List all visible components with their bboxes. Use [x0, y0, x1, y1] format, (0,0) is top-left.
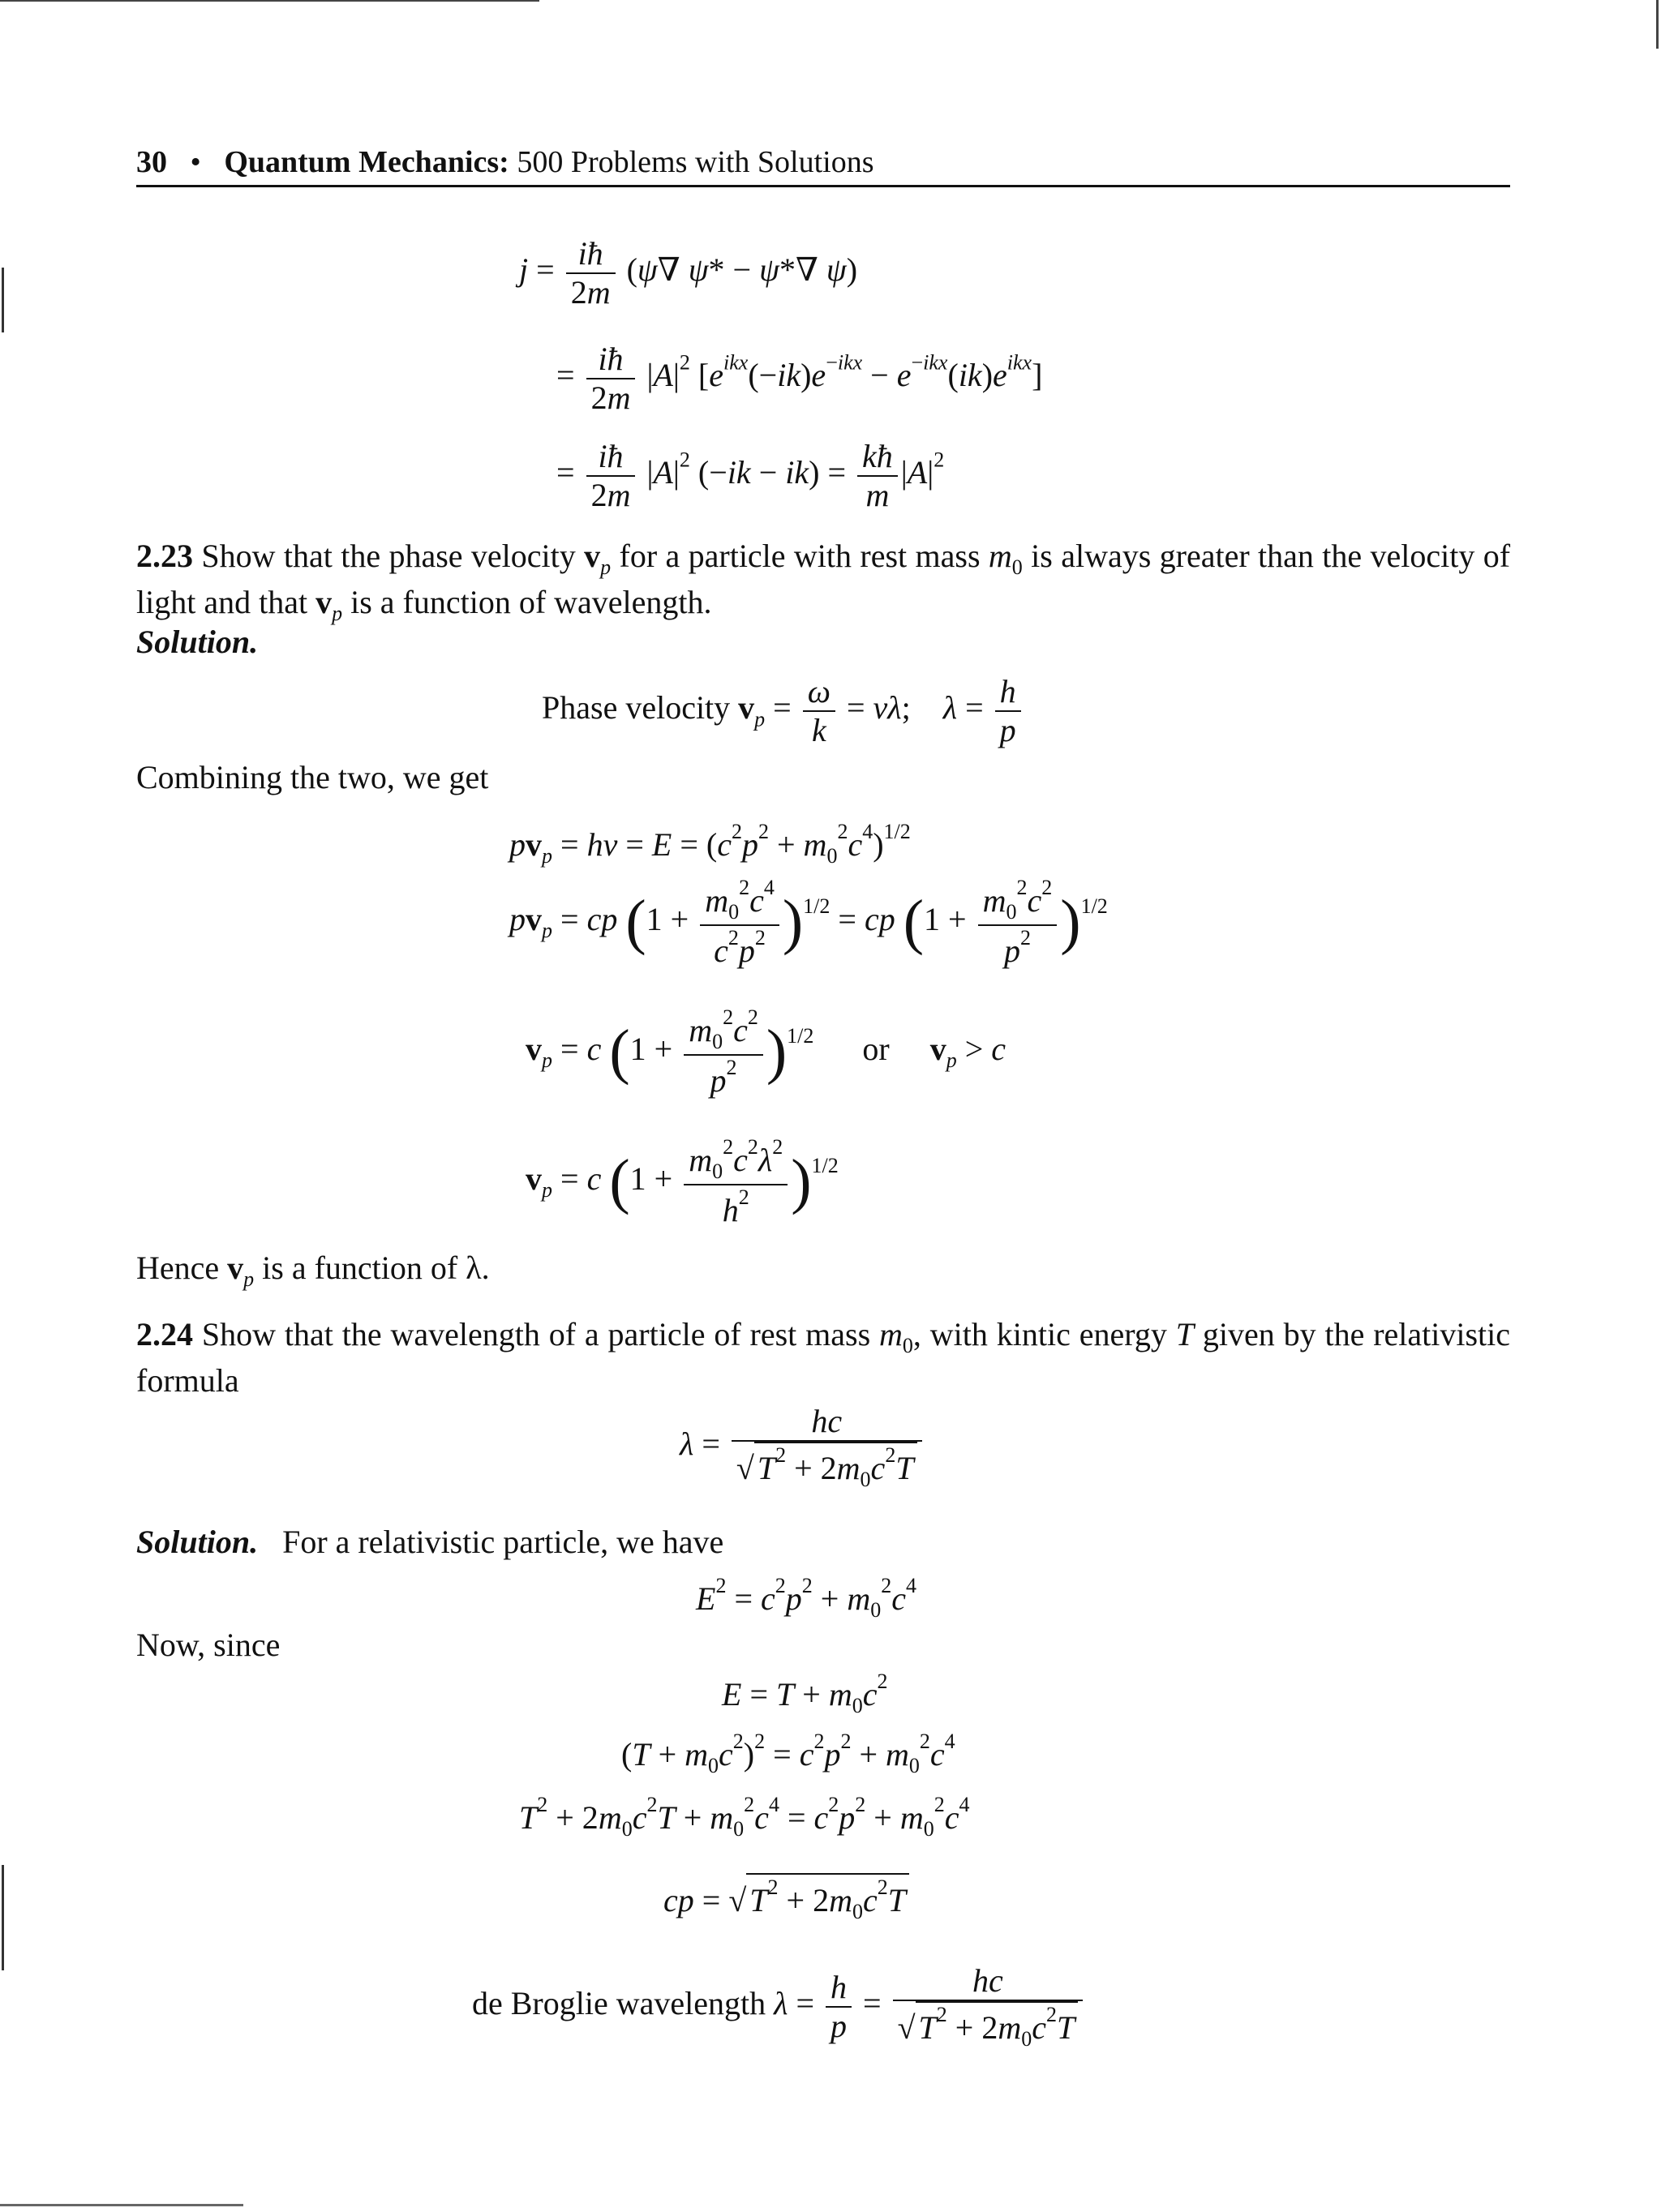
- equation-expanded: $T^2 + 2m_0c^2T + m_0^2c^4 = c^2p^2 + m_0^2c^4$: [519, 1793, 970, 1841]
- equation-e-total: $E = T + m_0c^2$: [722, 1670, 888, 1717]
- problem-number: 2.24: [136, 1316, 193, 1352]
- equation-vp-2: $v_p = c$ (1 + $\frac{m_0^2c^2\lambda^2}{h^2}$ )$^{1/2}$: [526, 1135, 839, 1228]
- book-subtitle: 500 Problems with Solutions: [517, 145, 874, 179]
- header-bullet: •: [190, 145, 201, 179]
- scan-edge-right: [1656, 0, 1659, 49]
- de-broglie-label: de Broglie wavelength: [472, 1985, 766, 2022]
- equation-cp: cp = √ $T^2 + 2m_0c^2T$: [663, 1873, 909, 1924]
- scan-edge-top: [0, 0, 539, 2]
- equation-current-3: = $\frac{iħ}{2m}$ $|A|^2$ (−ik − ik) = $\frac{kħ}{m}$ $|A|^2$: [556, 438, 945, 513]
- problem-2-23-statement: 2.23 Show that the phase velocity $v_p$ for a particle with rest mass $m_0$ is always greater than the velocity of light and that $v_p$ is a function of wavelength.: [136, 538, 1511, 625]
- phase-velocity-label: Phase velocity: [542, 689, 731, 727]
- equation-de-broglie: de Broglie wavelength λ = $\frac{h}{p}$ = $\frac{hc}{√ T^2 + 2m_0c^2T}$: [472, 1962, 1086, 2051]
- combining-text: Combining the two, we get: [136, 759, 489, 795]
- scan-edge-bottom: [0, 2204, 243, 2206]
- equation-current-2: = $\frac{iħ}{2m}$ $|A|^2$ $[e^{ikx}(-ik)e^{-ikx} - e^{-ikx}(ik)e^{ikx}]$: [556, 341, 1043, 416]
- hence-text: Hence $v_p$ is a function of λ.: [136, 1250, 490, 1292]
- equation-current-1: j = $\frac{iħ}{2m}$ (ψ∇ ψ* − ψ*∇ ψ): [519, 235, 858, 311]
- hence-rest: is a function of λ.: [262, 1250, 490, 1286]
- now-since-text: Now, since: [136, 1627, 281, 1663]
- equation-energy: $pv_p = h\nu = E = (c^2p^2 + m_0^2c^4)^{1/2}$: [509, 820, 911, 868]
- scan-edge-left: [2, 268, 4, 332]
- statement-text: given by the relativistic formula: [136, 1316, 1511, 1399]
- statement-text: is always greater than the velocity of light and that: [136, 538, 1511, 620]
- scan-edge-left-lower: [2, 1865, 4, 1970]
- statement-text: is a function of wavelength.: [350, 583, 712, 620]
- solution-label: Solution.: [136, 1524, 259, 1560]
- solution-2-24: [136, 1523, 723, 1562]
- statement-text: Show that the wavelength of a particle of rest mass: [201, 1316, 871, 1352]
- statement-text: Show that the phase velocity: [201, 538, 576, 574]
- problem-number: 2.23: [136, 538, 193, 574]
- book-title: Quantum Mechanics:: [224, 145, 509, 179]
- statement-text: , with kintic energy: [912, 1316, 1167, 1352]
- equation-squared: $(T + m_0c^2)^2 = c^2p^2 + m_0^2c^4$: [621, 1730, 955, 1777]
- page-number: 30: [136, 145, 167, 179]
- equation-wavelength-formula: λ = $\frac{hc}{√ T^2 + 2m_0c^2T}$: [680, 1403, 925, 1492]
- header-rule: [136, 185, 1510, 187]
- problem-2-24-statement: 2.24 Show that the wavelength of a particle of rest mass $m_0$, with kintic energy T given by the relativistic formula: [136, 1316, 1511, 1399]
- hence-word: Hence: [136, 1250, 220, 1286]
- or-text: or: [862, 1030, 890, 1067]
- equation-e-squared: $E^2 = c^2p^2 + m_0^2c^4$: [696, 1574, 916, 1622]
- solution-label: Solution.: [136, 624, 259, 660]
- equation-vp-1: $v_p = c$ (1 + $\frac{m_0^2c^2}{p^2}$ )$^{1/2}$ or $v_p > c$: [526, 1005, 1006, 1099]
- statement-text: for a particle with rest mass: [619, 538, 981, 574]
- solution-text: For a relativistic particle, we have: [282, 1524, 724, 1560]
- equation-phase-velocity: Phase velocity $v_p$ = $\frac{\omega}{k}$ = νλ; λ = $\frac{h}{p}$: [542, 673, 1024, 749]
- equation-pvp: $pv_p$ = cp (1 + $\frac{m_0^2c^4}{c^2p^2}$ )$^{1/2}$ = cp (1 + $\frac{m_0^2c^2}{p^2}$ )$^{1/2}$: [509, 876, 1108, 969]
- running-header: [136, 144, 874, 182]
